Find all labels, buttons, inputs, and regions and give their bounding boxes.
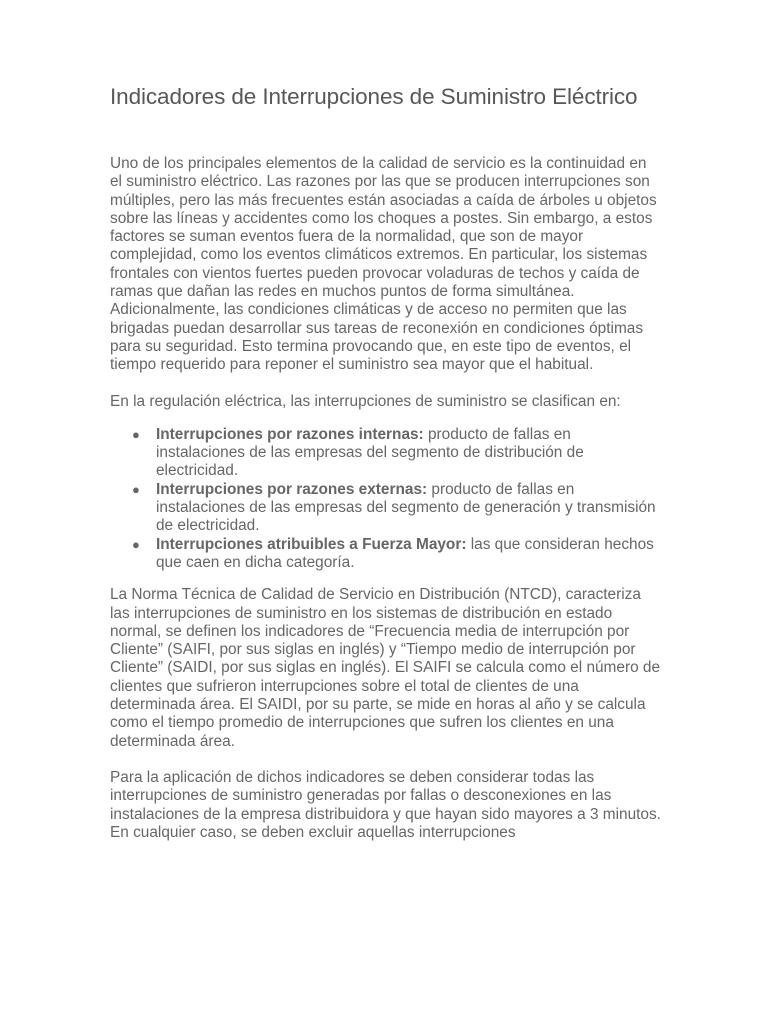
list-item-term: Interrupciones atribuibles a Fuerza Mayor: (156, 535, 467, 553)
list-item-term: Interrupciones por razones externas: (156, 480, 428, 498)
document-page (110, 84, 662, 842)
list-item-text: las que consideran hechos que caen en dicha categoría. (156, 535, 654, 571)
bullet-icon: ● (132, 426, 140, 442)
list-item (132, 480, 662, 536)
bullet-icon: ● (132, 481, 140, 497)
ntcd-paragraph: La Norma Técnica de Calidad de Servicio en Distribución (NTCD), caracteriza las interrupciones de suministro en los sistemas de distribución en estado normal, se definen los indicadores de “Frecuencia media de interrupción por Cliente” (SAIFI, por sus siglas en inglés) y “Tiempo medio de interrupción por Cliente” (SAIDI, por sus siglas en inglés). El SAIFI se calcula como el número de clientes que sufrieron interrupciones sobre el total de clientes de una determinada área. El SAIDI, por su parte, se mide en horas al año y se calcula como el tiempo promedio de interrupciones que sufren los clientes en una determinada área. (110, 586, 661, 750)
list-item-text: producto de fallas en instalaciones de las empresas del segmento de generación y transmisión de electricidad. (156, 480, 656, 535)
classification-intro-paragraph: En la regulación eléctrica, las interrupciones de suministro se clasifican en: (110, 392, 621, 410)
classification-list (110, 426, 662, 572)
title-block (110, 84, 662, 136)
application-paragraph: Para la aplicación de dichos indicadores se deben considerar todas las interrupciones de suministro generadas por fallas o desconexiones en las instalaciones de la empresa distribuidora y que hayan sido mayores a 3 minutos. En cualquier caso, se deben excluir aquellas interrupciones (110, 768, 661, 841)
document-title: Indicadores de Interrupciones de Suministro Eléctrico (110, 84, 638, 109)
bullet-icon: ● (132, 536, 140, 552)
list-item-text: producto de fallas en instalaciones de las empresas del segmento de distribución de electricidad. (156, 425, 584, 480)
list-item (132, 425, 662, 481)
list-item-term: Interrupciones por razones internas: (156, 425, 424, 443)
intro-paragraph: Uno de los principales elementos de la calidad de servicio es la continuidad en el suministro eléctrico. Las razones por las que se producen interrupciones son múltiples, pero las más frecuentes están asociadas a caída de árboles u objetos sobre las líneas y accidentes como los choques a postes. Sin embargo, a estos factores se suman eventos fuera de la normalidad, que son de mayor complejidad, como los eventos climáticos extremos. En particular, los sistemas frontales con vientos fuertes pueden provocar voladuras de techos y caída de ramas que dañan las redes en muchos puntos de forma simultánea. Adicionalmente, las condiciones climáticas y de acceso no permiten que las brigadas puedan desarrollar sus tareas de reconexión en condiciones óptimas para su seguridad. Esto termina provocando que, en este tipo de eventos, el tiempo requerido para reponer el suministro sea mayor que el habitual. (110, 155, 657, 374)
list-item (132, 535, 662, 573)
